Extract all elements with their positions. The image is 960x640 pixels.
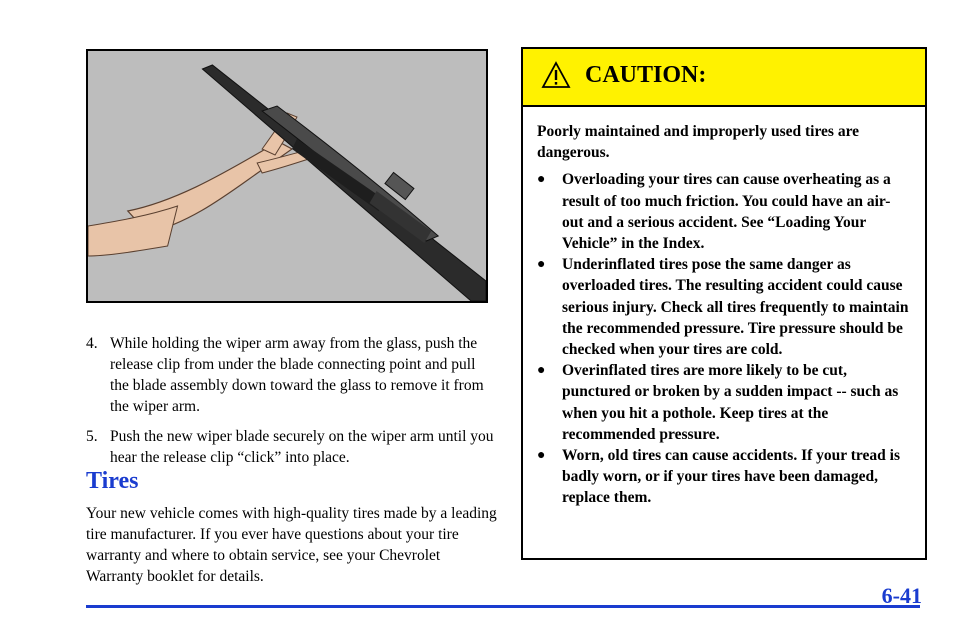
bullet-icon: ●: [537, 257, 546, 273]
step-item: [86, 333, 496, 417]
caution-body: [523, 107, 925, 509]
instruction-steps: [86, 333, 496, 477]
wiper-blade-illustration: [86, 49, 488, 303]
section-heading: Tires: [86, 468, 139, 494]
step-number: 5.: [86, 428, 98, 445]
page-number: 6-41: [881, 583, 922, 608]
step-text: While holding the wiper arm away from the glass, push the release clip from under the blade connecting point and pull the blade assembly down toward the glass to remove it from the wiper arm.: [110, 335, 484, 415]
step-item: [86, 426, 496, 468]
bullet-icon: ●: [537, 448, 546, 464]
step-number: 4.: [86, 335, 98, 352]
caution-header: [523, 49, 925, 107]
footer-rule: [86, 605, 920, 608]
caution-bullet-text: Underinflated tires pose the same danger as overloaded tires. The resulting accident could cause serious injury. Check all tires frequently to maintain the recommended pressure. Tire pressure should be checked when your tires are cold.: [562, 256, 909, 359]
warning-triangle-icon: [541, 61, 571, 89]
caution-bullet-list: [537, 169, 909, 508]
caution-title: CAUTION:: [585, 62, 707, 88]
caution-bullet: [537, 360, 909, 445]
step-text: Push the new wiper blade securely on the wiper arm until you hear the release clip “click” into place.: [110, 428, 494, 466]
section-paragraph: Your new vehicle comes with high-quality tires made by a leading tire manufacturer. If you ever have questions about your tire warranty and where to obtain service, see your Chevrolet Warranty booklet for details.: [86, 505, 497, 585]
caution-bullet: [537, 445, 909, 509]
caution-intro: Poorly maintained and improperly used tires are dangerous.: [537, 123, 860, 162]
caution-bullet-text: Overinflated tires are more likely to be cut, punctured or broken by a sudden impact -- such as when you hit a pothole. Keep tires at the recommended pressure.: [562, 362, 899, 443]
caution-bullet-text: Worn, old tires can cause accidents. If your tread is badly worn, or if your tires have been damaged, replace them.: [562, 447, 900, 507]
caution-bullet: [537, 254, 909, 360]
caution-bullet: [537, 169, 909, 254]
bullet-icon: ●: [537, 172, 546, 188]
bullet-icon: ●: [537, 363, 546, 379]
caution-bullet-text: Overloading your tires can cause overheating as a result of too much friction. You could have an air-out and a serious accident. See “Loading Your Vehicle” in the Index.: [562, 171, 891, 253]
caution-box: [521, 47, 927, 560]
